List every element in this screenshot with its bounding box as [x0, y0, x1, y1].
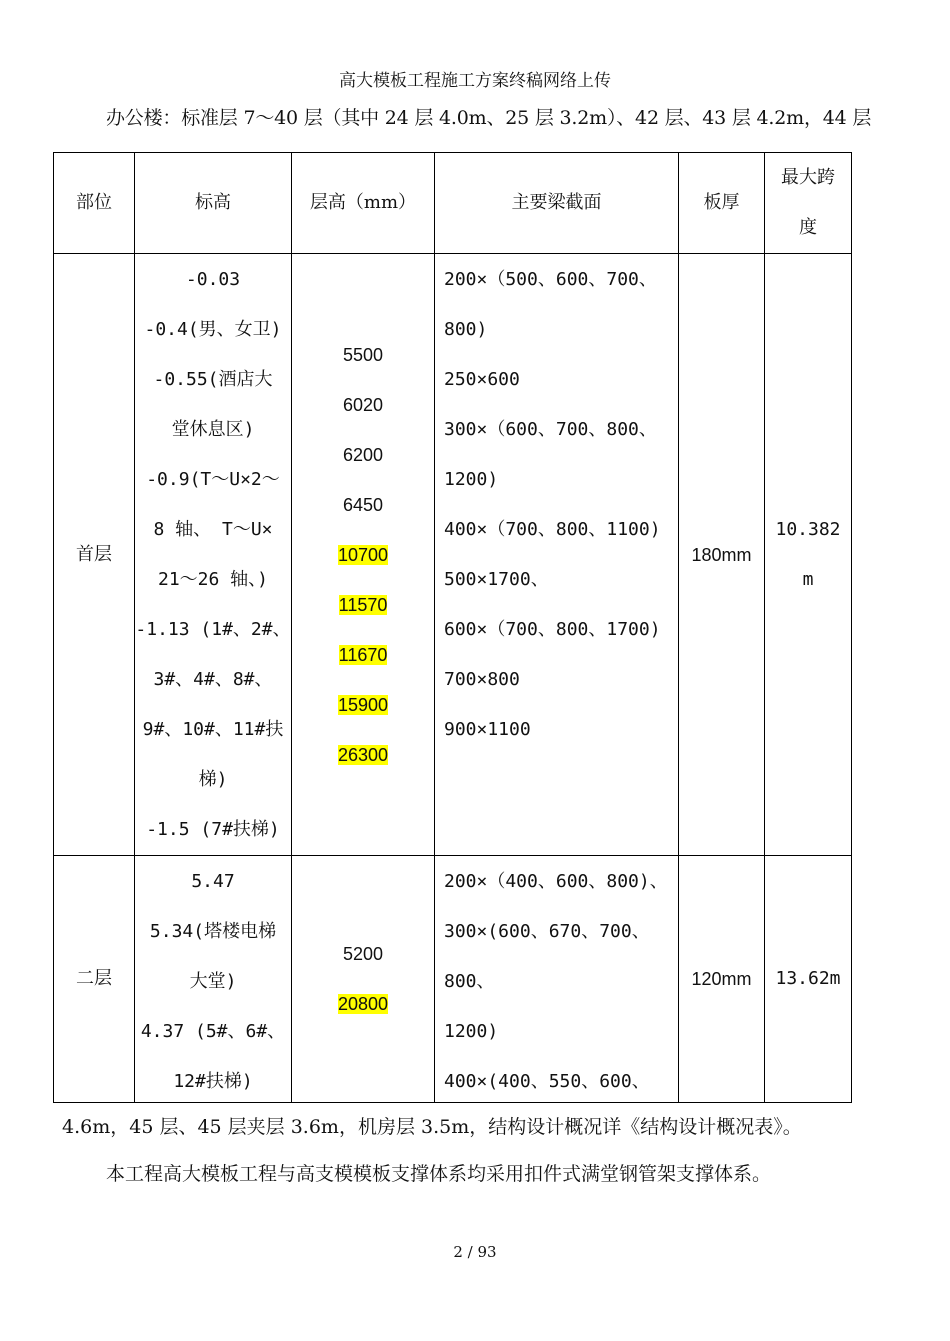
height-value: 5200 [342, 944, 384, 964]
elevation-line: -0.9(T～U×2～ [146, 469, 280, 490]
elevation-line: -0.55(酒店大 [153, 369, 273, 390]
elevation-line: -0.4(男、女卫) [144, 319, 282, 340]
floor-height-cell [292, 856, 435, 1103]
elevation-cell [135, 856, 292, 1103]
paragraph-3: 本工程高大模板工程与高支模模板支撑体系均采用扣件式满堂钢管架支撑体系。 [106, 1163, 772, 1185]
elevation-line: 大堂) [189, 971, 237, 992]
header-slab-thickness: 板厚 [679, 153, 765, 254]
beam-section-cell [435, 254, 679, 856]
height-value-highlighted: 15900 [337, 694, 389, 715]
height-value: 6450 [342, 494, 384, 515]
part-cell: 二层 [54, 856, 135, 1103]
span-line: 10.382 [775, 518, 841, 540]
height-value-highlighted: 11570 [338, 594, 388, 615]
header-max-span-line1: 最大跨 [781, 167, 835, 188]
header-elevation: 标高 [135, 153, 292, 254]
header-max-span-line2: 度 [799, 217, 817, 238]
page-number: 2 / 93 [453, 1243, 497, 1261]
elevation-line: 4.37 (5#、6#、 [140, 1021, 286, 1042]
beam-line: 250×600 [444, 369, 520, 390]
elevation-line: -1.13 (1#、2#、 [135, 619, 291, 640]
page-header-title: 高大模板工程施工方案终稿网络上传 [339, 71, 611, 91]
max-span-cell [765, 856, 852, 1103]
beam-section-cell [435, 856, 679, 1103]
slab-thickness-cell: 120mm [679, 856, 765, 1103]
height-value: 6200 [342, 444, 384, 465]
paragraph-2: 4.6m，45 层、45 层夹层 3.6m，机房层 3.5m，结构设计概况详《结构设计概况表》。 [62, 1116, 802, 1138]
elevation-line: 梯) [198, 769, 228, 790]
header-part: 部位 [54, 153, 135, 254]
part-cell: 首层 [54, 254, 135, 856]
beam-line: 800) [444, 319, 488, 340]
elevation-line: -1.5 (7#扶梯) [146, 819, 280, 840]
beam-line: 500×1700、 [444, 569, 549, 590]
beam-line: 400×（700、800、1100) [444, 519, 661, 540]
header-floor-height: 层高（mm） [292, 153, 435, 254]
beam-line: 400×(400、550、600、 [444, 1071, 650, 1092]
elevation-line: 5.47 [191, 871, 235, 892]
beam-line: 600×（700、800、1700) [444, 619, 661, 640]
beam-line: 200×（500、600、700、 [444, 269, 657, 290]
max-span-cell [765, 254, 852, 856]
header-beam-section: 主要梁截面 [435, 153, 679, 254]
elevation-line: 5.34(塔楼电梯 [149, 921, 277, 942]
beam-line: 200×（400、600、800)、 [444, 871, 668, 892]
floor-height-cell [292, 254, 435, 856]
height-value-highlighted: 26300 [337, 744, 389, 765]
beam-line: 700×800 [444, 669, 520, 690]
elevation-line: 9#、10#、11#扶 [142, 719, 284, 740]
table-row [54, 254, 852, 856]
elevation-line: 堂休息区) [171, 419, 255, 440]
beam-line: 900×1100 [444, 719, 531, 740]
structure-table [53, 152, 852, 1103]
elevation-line: -0.03 [185, 269, 241, 290]
height-value-highlighted: 11670 [338, 644, 388, 665]
elevation-line: 3#、4#、8#、 [153, 669, 273, 690]
height-value: 6020 [342, 394, 384, 415]
elevation-line: 21～26 轴、) [157, 569, 269, 590]
elevation-line: 8 轴、 T～U× [153, 519, 273, 540]
beam-line: 1200) [444, 469, 499, 490]
height-value: 5500 [342, 344, 384, 365]
table-row [54, 856, 852, 1103]
span-line: 13.62m [775, 968, 841, 989]
height-value-highlighted: 20800 [337, 994, 389, 1014]
paragraph-1: 办公楼：标准层 7～40 层（其中 24 层 4.0m、25 层 3.2m）、42 层、43 层 4.2m，44 层 [106, 107, 872, 129]
span-line: m [802, 568, 814, 590]
header-max-span [765, 153, 852, 254]
beam-line: 300×（600、700、800、 [444, 419, 657, 440]
beam-line: 1200) [444, 1021, 499, 1042]
elevation-cell [135, 254, 292, 856]
table-header-row [54, 153, 852, 254]
beam-line: 300×(600、670、700、800、 [444, 921, 650, 992]
elevation-line: 12#扶梯) [173, 1071, 253, 1092]
slab-thickness-cell: 180mm [679, 254, 765, 856]
height-value-highlighted: 10700 [337, 544, 389, 565]
